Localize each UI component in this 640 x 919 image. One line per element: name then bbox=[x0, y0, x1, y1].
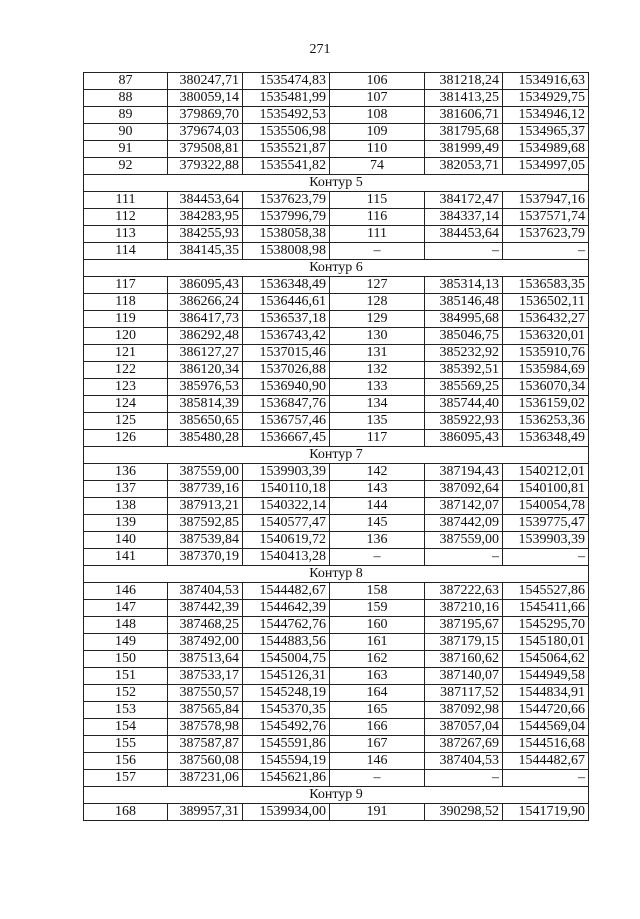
point-number-cell: 88 bbox=[84, 90, 168, 107]
table-row bbox=[84, 651, 589, 668]
point-number-cell: 129 bbox=[330, 311, 425, 328]
point-number-cell: 168 bbox=[84, 804, 168, 821]
y-coordinate-cell: 1536847,76 bbox=[243, 396, 330, 413]
table-row bbox=[84, 753, 589, 770]
y-coordinate-cell: 1540100,81 bbox=[503, 481, 589, 498]
point-number-cell: 116 bbox=[330, 209, 425, 226]
x-coordinate-cell: 387195,67 bbox=[425, 617, 503, 634]
x-coordinate-cell: 379508,81 bbox=[168, 141, 243, 158]
y-coordinate-cell: 1545248,19 bbox=[243, 685, 330, 702]
point-number-cell: 158 bbox=[330, 583, 425, 600]
point-number-cell: 114 bbox=[84, 243, 168, 260]
table-row bbox=[84, 498, 589, 515]
point-number-cell: 167 bbox=[330, 736, 425, 753]
y-coordinate-cell: 1544720,66 bbox=[503, 702, 589, 719]
point-number-cell: 165 bbox=[330, 702, 425, 719]
point-number-cell: 152 bbox=[84, 685, 168, 702]
section-title: Контур 9 bbox=[84, 787, 589, 804]
point-number-cell: 131 bbox=[330, 345, 425, 362]
y-coordinate-cell: 1545594,19 bbox=[243, 753, 330, 770]
y-coordinate-cell: 1537623,79 bbox=[243, 192, 330, 209]
y-coordinate-cell: 1536667,45 bbox=[243, 430, 330, 447]
x-coordinate-cell: 384255,93 bbox=[168, 226, 243, 243]
y-coordinate-cell: 1545621,86 bbox=[243, 770, 330, 787]
x-coordinate-cell: 385569,25 bbox=[425, 379, 503, 396]
x-coordinate-cell: 384453,64 bbox=[168, 192, 243, 209]
table-row bbox=[84, 413, 589, 430]
point-number-cell: 151 bbox=[84, 668, 168, 685]
point-number-cell: 134 bbox=[330, 396, 425, 413]
y-coordinate-cell: 1544482,67 bbox=[243, 583, 330, 600]
x-coordinate-cell: 387160,62 bbox=[425, 651, 503, 668]
x-coordinate-cell: 385922,93 bbox=[425, 413, 503, 430]
point-number-cell: 118 bbox=[84, 294, 168, 311]
x-coordinate-cell: 387404,53 bbox=[168, 583, 243, 600]
table-row bbox=[84, 634, 589, 651]
x-coordinate-cell: 387057,04 bbox=[425, 719, 503, 736]
point-number-cell: 87 bbox=[84, 73, 168, 90]
x-coordinate-cell: 387092,98 bbox=[425, 702, 503, 719]
y-coordinate-cell: 1544834,91 bbox=[503, 685, 589, 702]
y-coordinate-cell: 1540322,14 bbox=[243, 498, 330, 515]
point-number-cell: 133 bbox=[330, 379, 425, 396]
y-coordinate-cell: 1540212,01 bbox=[503, 464, 589, 481]
section-row bbox=[84, 175, 589, 192]
section-row bbox=[84, 260, 589, 277]
y-coordinate-cell: 1536348,49 bbox=[503, 430, 589, 447]
section-title: Контур 7 bbox=[84, 447, 589, 464]
table-row bbox=[84, 345, 589, 362]
table-row bbox=[84, 685, 589, 702]
x-coordinate-cell: 387739,16 bbox=[168, 481, 243, 498]
x-coordinate-cell: 387370,19 bbox=[168, 549, 243, 566]
y-coordinate-cell: 1545295,70 bbox=[503, 617, 589, 634]
y-coordinate-cell: 1544569,04 bbox=[503, 719, 589, 736]
x-coordinate-cell: 390298,52 bbox=[425, 804, 503, 821]
point-number-cell: 149 bbox=[84, 634, 168, 651]
y-coordinate-cell: 1536253,36 bbox=[503, 413, 589, 430]
y-coordinate-cell: 1536348,49 bbox=[243, 277, 330, 294]
y-coordinate-cell: 1545126,31 bbox=[243, 668, 330, 685]
table-row bbox=[84, 328, 589, 345]
point-number-cell: 135 bbox=[330, 413, 425, 430]
table-row bbox=[84, 532, 589, 549]
y-coordinate-cell: 1540110,18 bbox=[243, 481, 330, 498]
y-coordinate-cell: 1541719,90 bbox=[503, 804, 589, 821]
point-number-cell: 113 bbox=[84, 226, 168, 243]
point-number-cell: 122 bbox=[84, 362, 168, 379]
x-coordinate-cell: 385046,75 bbox=[425, 328, 503, 345]
x-coordinate-cell: 384145,35 bbox=[168, 243, 243, 260]
table-row bbox=[84, 549, 589, 566]
y-coordinate-cell: 1545411,66 bbox=[503, 600, 589, 617]
y-coordinate-cell: – bbox=[503, 243, 589, 260]
x-coordinate-cell: 379674,03 bbox=[168, 124, 243, 141]
point-number-cell: 108 bbox=[330, 107, 425, 124]
y-coordinate-cell: 1537571,74 bbox=[503, 209, 589, 226]
point-number-cell: 191 bbox=[330, 804, 425, 821]
y-coordinate-cell: 1545370,35 bbox=[243, 702, 330, 719]
y-coordinate-cell: 1538008,98 bbox=[243, 243, 330, 260]
y-coordinate-cell: 1545064,62 bbox=[503, 651, 589, 668]
point-number-cell: 144 bbox=[330, 498, 425, 515]
y-coordinate-cell: 1535984,69 bbox=[503, 362, 589, 379]
y-coordinate-cell: 1536502,11 bbox=[503, 294, 589, 311]
x-coordinate-cell: 385744,40 bbox=[425, 396, 503, 413]
y-coordinate-cell: 1537996,79 bbox=[243, 209, 330, 226]
y-coordinate-cell: 1535481,99 bbox=[243, 90, 330, 107]
table-row bbox=[84, 736, 589, 753]
y-coordinate-cell: 1539934,00 bbox=[243, 804, 330, 821]
x-coordinate-cell: 379869,70 bbox=[168, 107, 243, 124]
x-coordinate-cell: 386120,34 bbox=[168, 362, 243, 379]
x-coordinate-cell: 386095,43 bbox=[168, 277, 243, 294]
x-coordinate-cell: 384337,14 bbox=[425, 209, 503, 226]
table-row bbox=[84, 90, 589, 107]
y-coordinate-cell: 1540577,47 bbox=[243, 515, 330, 532]
table-row bbox=[84, 481, 589, 498]
table-row bbox=[84, 141, 589, 158]
x-coordinate-cell: 381218,24 bbox=[425, 73, 503, 90]
table-row bbox=[84, 209, 589, 226]
x-coordinate-cell: 386292,48 bbox=[168, 328, 243, 345]
point-number-cell: 163 bbox=[330, 668, 425, 685]
point-number-cell: 145 bbox=[330, 515, 425, 532]
y-coordinate-cell: 1538058,38 bbox=[243, 226, 330, 243]
x-coordinate-cell: 381999,49 bbox=[425, 141, 503, 158]
point-number-cell: 136 bbox=[84, 464, 168, 481]
point-number-cell: 154 bbox=[84, 719, 168, 736]
x-coordinate-cell: 387231,06 bbox=[168, 770, 243, 787]
table-row bbox=[84, 430, 589, 447]
x-coordinate-cell: 387210,16 bbox=[425, 600, 503, 617]
x-coordinate-cell: 387442,39 bbox=[168, 600, 243, 617]
y-coordinate-cell: – bbox=[503, 770, 589, 787]
point-number-cell: 125 bbox=[84, 413, 168, 430]
point-number-cell: 141 bbox=[84, 549, 168, 566]
y-coordinate-cell: 1535506,98 bbox=[243, 124, 330, 141]
point-number-cell: 111 bbox=[330, 226, 425, 243]
table-row bbox=[84, 311, 589, 328]
y-coordinate-cell: 1534989,68 bbox=[503, 141, 589, 158]
x-coordinate-cell: 384995,68 bbox=[425, 311, 503, 328]
y-coordinate-cell: 1545591,86 bbox=[243, 736, 330, 753]
table-row bbox=[84, 294, 589, 311]
x-coordinate-cell: 387578,98 bbox=[168, 719, 243, 736]
point-number-cell: 89 bbox=[84, 107, 168, 124]
y-coordinate-cell: 1539903,39 bbox=[503, 532, 589, 549]
y-coordinate-cell: 1535492,53 bbox=[243, 107, 330, 124]
coordinates-table bbox=[83, 72, 589, 821]
x-coordinate-cell: 386127,27 bbox=[168, 345, 243, 362]
table-row bbox=[84, 226, 589, 243]
x-coordinate-cell: 384453,64 bbox=[425, 226, 503, 243]
x-coordinate-cell: 382053,71 bbox=[425, 158, 503, 175]
point-number-cell: 140 bbox=[84, 532, 168, 549]
point-number-cell: 160 bbox=[330, 617, 425, 634]
point-number-cell: 148 bbox=[84, 617, 168, 634]
y-coordinate-cell: 1544883,56 bbox=[243, 634, 330, 651]
point-number-cell: 136 bbox=[330, 532, 425, 549]
y-coordinate-cell: 1537026,88 bbox=[243, 362, 330, 379]
x-coordinate-cell: 387513,64 bbox=[168, 651, 243, 668]
x-coordinate-cell: 387559,00 bbox=[168, 464, 243, 481]
x-coordinate-cell: 385976,53 bbox=[168, 379, 243, 396]
point-number-cell: 91 bbox=[84, 141, 168, 158]
table-row bbox=[84, 362, 589, 379]
y-coordinate-cell: 1537015,46 bbox=[243, 345, 330, 362]
y-coordinate-cell: 1534946,12 bbox=[503, 107, 589, 124]
y-coordinate-cell: 1537623,79 bbox=[503, 226, 589, 243]
y-coordinate-cell: 1544762,76 bbox=[243, 617, 330, 634]
x-coordinate-cell: 387560,08 bbox=[168, 753, 243, 770]
table-row bbox=[84, 719, 589, 736]
point-number-cell: 138 bbox=[84, 498, 168, 515]
table-row bbox=[84, 515, 589, 532]
point-number-cell: 147 bbox=[84, 600, 168, 617]
y-coordinate-cell: 1535541,82 bbox=[243, 158, 330, 175]
y-coordinate-cell: 1540054,78 bbox=[503, 498, 589, 515]
point-number-cell: 112 bbox=[84, 209, 168, 226]
table-row bbox=[84, 668, 589, 685]
x-coordinate-cell: 381606,71 bbox=[425, 107, 503, 124]
section-row bbox=[84, 566, 589, 583]
x-coordinate-cell: 385650,65 bbox=[168, 413, 243, 430]
y-coordinate-cell: 1536537,18 bbox=[243, 311, 330, 328]
point-number-cell: 106 bbox=[330, 73, 425, 90]
point-number-cell: 142 bbox=[330, 464, 425, 481]
y-coordinate-cell: 1536743,42 bbox=[243, 328, 330, 345]
x-coordinate-cell: 384283,95 bbox=[168, 209, 243, 226]
point-number-cell: 159 bbox=[330, 600, 425, 617]
point-number-cell: 128 bbox=[330, 294, 425, 311]
point-number-cell: 146 bbox=[330, 753, 425, 770]
x-coordinate-cell: 386266,24 bbox=[168, 294, 243, 311]
point-number-cell: 155 bbox=[84, 736, 168, 753]
y-coordinate-cell: 1540413,28 bbox=[243, 549, 330, 566]
y-coordinate-cell: 1540619,72 bbox=[243, 532, 330, 549]
x-coordinate-cell: 385314,13 bbox=[425, 277, 503, 294]
point-number-cell: 115 bbox=[330, 192, 425, 209]
page-number: 271 bbox=[309, 42, 331, 57]
point-number-cell: 119 bbox=[84, 311, 168, 328]
y-coordinate-cell: 1545492,76 bbox=[243, 719, 330, 736]
table-row bbox=[84, 770, 589, 787]
x-coordinate-cell: 387592,85 bbox=[168, 515, 243, 532]
point-number-cell: 110 bbox=[330, 141, 425, 158]
point-number-cell: – bbox=[330, 243, 425, 260]
y-coordinate-cell: 1544482,67 bbox=[503, 753, 589, 770]
section-row bbox=[84, 787, 589, 804]
y-coordinate-cell: 1535521,87 bbox=[243, 141, 330, 158]
point-number-cell: 150 bbox=[84, 651, 168, 668]
x-coordinate-cell: 387492,00 bbox=[168, 634, 243, 651]
point-number-cell: 166 bbox=[330, 719, 425, 736]
table-row bbox=[84, 243, 589, 260]
y-coordinate-cell: 1536159,02 bbox=[503, 396, 589, 413]
y-coordinate-cell: 1536070,34 bbox=[503, 379, 589, 396]
y-coordinate-cell: 1536940,90 bbox=[243, 379, 330, 396]
point-number-cell: 127 bbox=[330, 277, 425, 294]
point-number-cell: 121 bbox=[84, 345, 168, 362]
point-number-cell: 162 bbox=[330, 651, 425, 668]
x-coordinate-cell: 387533,17 bbox=[168, 668, 243, 685]
y-coordinate-cell: 1536583,35 bbox=[503, 277, 589, 294]
table-row bbox=[84, 107, 589, 124]
point-number-cell: 107 bbox=[330, 90, 425, 107]
point-number-cell: – bbox=[330, 549, 425, 566]
y-coordinate-cell: 1545180,01 bbox=[503, 634, 589, 651]
y-coordinate-cell: 1534929,75 bbox=[503, 90, 589, 107]
point-number-cell: 123 bbox=[84, 379, 168, 396]
y-coordinate-cell: 1536446,61 bbox=[243, 294, 330, 311]
section-title: Контур 6 bbox=[84, 260, 589, 277]
x-coordinate-cell: – bbox=[425, 243, 503, 260]
table-row bbox=[84, 277, 589, 294]
point-number-cell: 111 bbox=[84, 192, 168, 209]
point-number-cell: 161 bbox=[330, 634, 425, 651]
x-coordinate-cell: 387913,21 bbox=[168, 498, 243, 515]
x-coordinate-cell: 385232,92 bbox=[425, 345, 503, 362]
y-coordinate-cell: 1536757,46 bbox=[243, 413, 330, 430]
table-row bbox=[84, 583, 589, 600]
y-coordinate-cell: 1544516,68 bbox=[503, 736, 589, 753]
y-coordinate-cell: 1539775,47 bbox=[503, 515, 589, 532]
x-coordinate-cell: 380247,71 bbox=[168, 73, 243, 90]
point-number-cell: – bbox=[330, 770, 425, 787]
y-coordinate-cell: 1534997,05 bbox=[503, 158, 589, 175]
y-coordinate-cell: 1544949,58 bbox=[503, 668, 589, 685]
x-coordinate-cell: – bbox=[425, 549, 503, 566]
table-row bbox=[84, 702, 589, 719]
x-coordinate-cell: 385392,51 bbox=[425, 362, 503, 379]
x-coordinate-cell: 387117,52 bbox=[425, 685, 503, 702]
x-coordinate-cell: 387267,69 bbox=[425, 736, 503, 753]
x-coordinate-cell: 386417,73 bbox=[168, 311, 243, 328]
point-number-cell: 137 bbox=[84, 481, 168, 498]
point-number-cell: 117 bbox=[84, 277, 168, 294]
y-coordinate-cell: 1545004,75 bbox=[243, 651, 330, 668]
table-row bbox=[84, 804, 589, 821]
point-number-cell: 153 bbox=[84, 702, 168, 719]
point-number-cell: 130 bbox=[330, 328, 425, 345]
point-number-cell: 157 bbox=[84, 770, 168, 787]
point-number-cell: 132 bbox=[330, 362, 425, 379]
x-coordinate-cell: 389957,31 bbox=[168, 804, 243, 821]
y-coordinate-cell: 1536432,27 bbox=[503, 311, 589, 328]
point-number-cell: 126 bbox=[84, 430, 168, 447]
y-coordinate-cell: 1537947,16 bbox=[503, 192, 589, 209]
x-coordinate-cell: 387142,07 bbox=[425, 498, 503, 515]
x-coordinate-cell: 387179,15 bbox=[425, 634, 503, 651]
x-coordinate-cell: 387550,57 bbox=[168, 685, 243, 702]
table-row bbox=[84, 73, 589, 90]
x-coordinate-cell: 381413,25 bbox=[425, 90, 503, 107]
x-coordinate-cell: 379322,88 bbox=[168, 158, 243, 175]
x-coordinate-cell: 385480,28 bbox=[168, 430, 243, 447]
table-row bbox=[84, 158, 589, 175]
section-title: Контур 8 bbox=[84, 566, 589, 583]
x-coordinate-cell: 387194,43 bbox=[425, 464, 503, 481]
point-number-cell: 120 bbox=[84, 328, 168, 345]
x-coordinate-cell: 387587,87 bbox=[168, 736, 243, 753]
table-row bbox=[84, 379, 589, 396]
y-coordinate-cell: 1534965,37 bbox=[503, 124, 589, 141]
point-number-cell: 109 bbox=[330, 124, 425, 141]
point-number-cell: 139 bbox=[84, 515, 168, 532]
x-coordinate-cell: 381795,68 bbox=[425, 124, 503, 141]
x-coordinate-cell: 387442,09 bbox=[425, 515, 503, 532]
table-row bbox=[84, 600, 589, 617]
y-coordinate-cell: – bbox=[503, 549, 589, 566]
y-coordinate-cell: 1536320,01 bbox=[503, 328, 589, 345]
point-number-cell: 92 bbox=[84, 158, 168, 175]
point-number-cell: 74 bbox=[330, 158, 425, 175]
table-row bbox=[84, 617, 589, 634]
x-coordinate-cell: 387468,25 bbox=[168, 617, 243, 634]
y-coordinate-cell: 1544642,39 bbox=[243, 600, 330, 617]
x-coordinate-cell: – bbox=[425, 770, 503, 787]
x-coordinate-cell: 384172,47 bbox=[425, 192, 503, 209]
point-number-cell: 124 bbox=[84, 396, 168, 413]
section-title: Контур 5 bbox=[84, 175, 589, 192]
x-coordinate-cell: 387092,64 bbox=[425, 481, 503, 498]
y-coordinate-cell: 1545527,86 bbox=[503, 583, 589, 600]
x-coordinate-cell: 387222,63 bbox=[425, 583, 503, 600]
x-coordinate-cell: 387539,84 bbox=[168, 532, 243, 549]
coordinates-table-body bbox=[84, 73, 589, 821]
point-number-cell: 146 bbox=[84, 583, 168, 600]
point-number-cell: 156 bbox=[84, 753, 168, 770]
x-coordinate-cell: 385814,39 bbox=[168, 396, 243, 413]
x-coordinate-cell: 387404,53 bbox=[425, 753, 503, 770]
y-coordinate-cell: 1535910,76 bbox=[503, 345, 589, 362]
point-number-cell: 143 bbox=[330, 481, 425, 498]
point-number-cell: 164 bbox=[330, 685, 425, 702]
table-row bbox=[84, 464, 589, 481]
y-coordinate-cell: 1535474,83 bbox=[243, 73, 330, 90]
x-coordinate-cell: 387140,07 bbox=[425, 668, 503, 685]
x-coordinate-cell: 386095,43 bbox=[425, 430, 503, 447]
table-row bbox=[84, 124, 589, 141]
x-coordinate-cell: 380059,14 bbox=[168, 90, 243, 107]
x-coordinate-cell: 387565,84 bbox=[168, 702, 243, 719]
y-coordinate-cell: 1534916,63 bbox=[503, 73, 589, 90]
section-row bbox=[84, 447, 589, 464]
y-coordinate-cell: 1539903,39 bbox=[243, 464, 330, 481]
point-number-cell: 117 bbox=[330, 430, 425, 447]
point-number-cell: 90 bbox=[84, 124, 168, 141]
x-coordinate-cell: 387559,00 bbox=[425, 532, 503, 549]
table-row bbox=[84, 192, 589, 209]
x-coordinate-cell: 385146,48 bbox=[425, 294, 503, 311]
table-row bbox=[84, 396, 589, 413]
